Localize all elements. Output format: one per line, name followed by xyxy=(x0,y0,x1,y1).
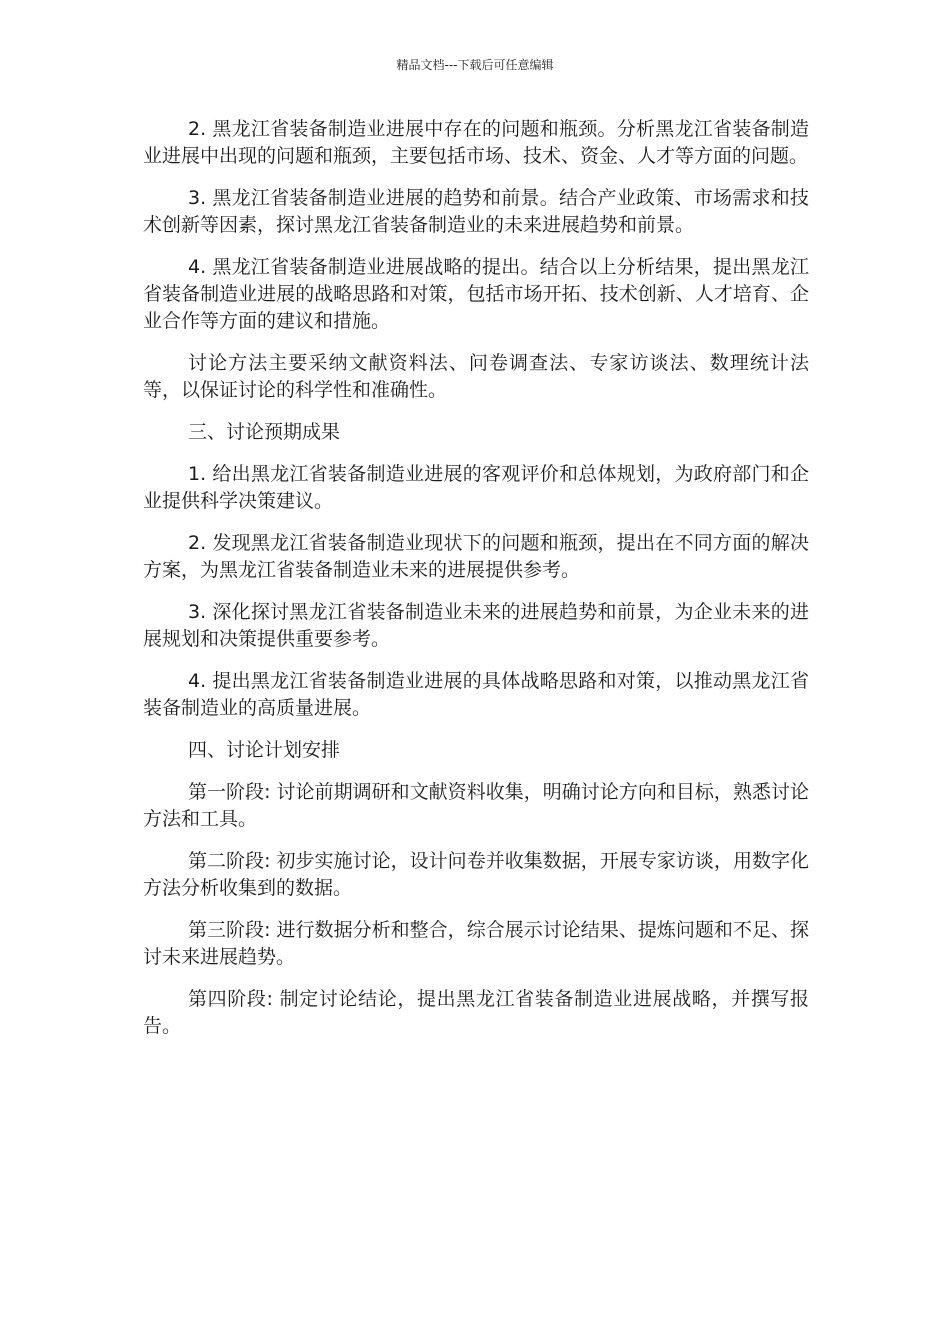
paragraph-result-3: 3. 深化探讨黑龙江省装备制造业未来的进展趋势和前景，为企业未来的进展规划和决策提供重要参考。 xyxy=(143,601,809,650)
paragraph-methods: 讨论方法主要采纳文献资料法、问卷调查法、专家访谈法、数理统计法等，以保证讨论的科学性和准确性。 xyxy=(143,352,809,401)
section-heading-schedule: 四、讨论计划安排 xyxy=(188,739,341,761)
paragraph-trends: 3. 黑龙江省装备制造业进展的趋势和前景。结合产业政策、市场需求和技术创新等因素，探讨黑龙江省装备制造业的未来进展趋势和前景。 xyxy=(143,187,809,236)
paragraph-result-4: 4. 提出黑龙江省装备制造业进展的具体战略思路和对策，以推动黑龙江省装备制造业的高质量进展。 xyxy=(143,670,809,719)
paragraph-strategy: 4. 黑龙江省装备制造业进展战略的提出。结合以上分析结果，提出黑龙江省装备制造业进展的战略思路和对策，包括市场开拓、技术创新、人才培育、企业合作等方面的建议和措施。 xyxy=(143,256,809,332)
paragraph-problems: 2. 黑龙江省装备制造业进展中存在的问题和瓶颈。分析黑龙江省装备制造业进展中出现的问题和瓶颈，主要包括市场、技术、资金、人才等方面的问题。 xyxy=(143,118,809,167)
paragraph-result-1: 1. 给出黑龙江省装备制造业进展的客观评价和总体规划，为政府部门和企业提供科学决策建议。 xyxy=(143,463,809,512)
paragraph-phase-3: 第三阶段: 进行数据分析和整合，综合展示讨论结果、提炼问题和不足、探讨未来进展趋势。 xyxy=(143,919,809,968)
page-header: 精品文档---下载后可任意编辑 xyxy=(396,58,554,72)
document-body xyxy=(143,116,809,1055)
paragraph-result-2: 2. 发现黑龙江省装备制造业现状下的问题和瓶颈，提出在不同方面的解决方案，为黑龙江省装备制造业未来的进展提供参考。 xyxy=(143,532,809,581)
paragraph-phase-2: 第二阶段: 初步实施讨论，设计问卷并收集数据，开展专家访谈，用数字化方法分析收集到的数据。 xyxy=(143,850,809,899)
paragraph-phase-1: 第一阶段: 讨论前期调研和文献资料收集，明确讨论方向和目标，熟悉讨论方法和工具。 xyxy=(143,781,809,830)
paragraph-phase-4: 第四阶段: 制定讨论结论，提出黑龙江省装备制造业进展战略，并撰写报告。 xyxy=(143,988,809,1037)
section-heading-expected-results: 三、讨论预期成果 xyxy=(188,421,341,443)
